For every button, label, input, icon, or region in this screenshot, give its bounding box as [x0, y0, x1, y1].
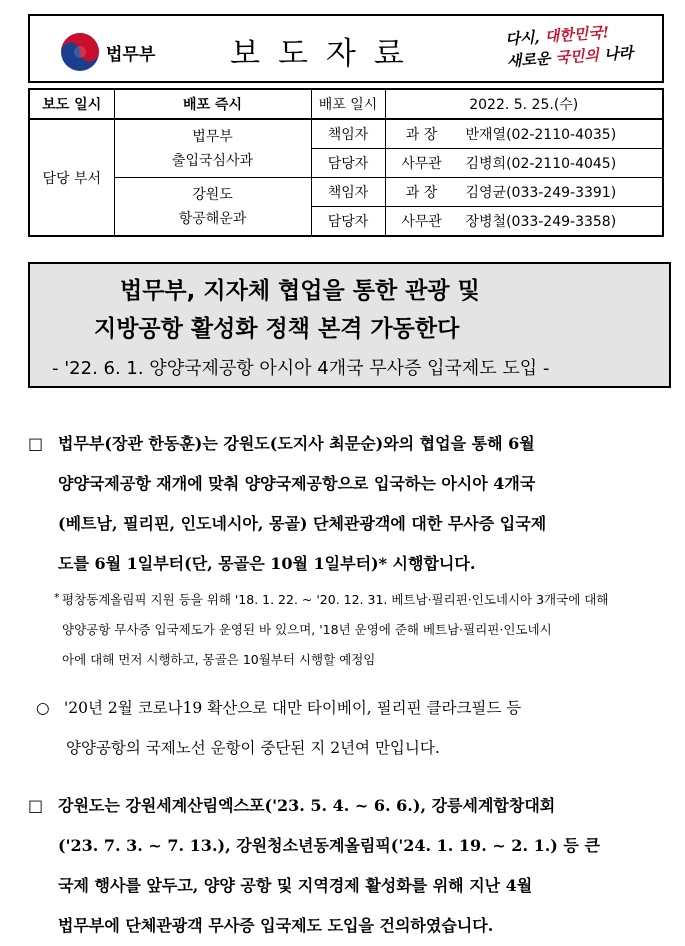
press-release-header [28, 14, 664, 83]
department-label: 담당 부서 [29, 119, 114, 236]
department-moj: 법무부 출입국심사과 [114, 119, 311, 178]
square-bullet-icon: □ [28, 796, 44, 815]
contact-info-table [28, 88, 664, 237]
department-gangwon: 강원도 항공해운과 [114, 178, 311, 237]
headline-subtitle: - '22. 6. 1. 양양국제공항 아시아 4개국 무사증 입국제도 도입 - [52, 358, 550, 379]
document-title: 보도자료 [230, 36, 422, 72]
body-paragraph-1 [28, 424, 676, 584]
ministry-logo [60, 32, 155, 72]
role-cell: 책임자 [311, 178, 385, 207]
distribution-value: 2022. 5. 25.(수) [385, 89, 663, 119]
distribution-label: 배포 일시 [311, 89, 385, 119]
role-cell: 담당자 [311, 149, 385, 178]
role-cell: 책임자 [311, 119, 385, 149]
contact-cell: 사무관 김병희(02-2110-4045) [385, 149, 663, 178]
footnote-marker: * [54, 591, 60, 604]
body-paragraph-2 [36, 688, 676, 768]
paragraph-text: 강원도는 강원세계산림엑스포('23. 5. 4. ~ 6. 6.), 강릉세계합창대회 [58, 796, 556, 815]
footnote-text: 양양공항 무사증 입국제도가 운영된 바 있으며, '18년 운영에 준해 베트남·필리핀·인도네시 [62, 622, 552, 637]
paragraph-text: 법무부(장관 한동훈)는 강원도(도지사 최문순)와의 협업을 통해 6월 [58, 434, 535, 453]
role-cell: 담당자 [311, 207, 385, 237]
government-slogan: 다시, 대한민국! 새로운 국민의 나라 [504, 23, 634, 71]
paragraph-text: ('23. 7. 3. ~ 7. 13.), 강원청소년동계올림픽('24. 1. 19. ~ 2. 1.) 등 큰 [58, 836, 600, 855]
circle-bullet-icon: ○ [36, 699, 50, 717]
headline-line-1: 법무부, 지자체 협업을 통한 관광 및 [120, 278, 480, 304]
paragraph-text: 법무부에 단체관광객 무사증 입국제도 도입을 건의하였습니다. [58, 916, 494, 935]
contact-cell: 과 장 김영균(033-249-3391) [385, 178, 663, 207]
paragraph-text: 국제 행사를 앞두고, 양양 공항 및 지역경제 활성화를 위해 지난 4월 [58, 876, 533, 895]
taegeuk-emblem-icon [60, 32, 100, 72]
paragraph-text: '20년 2월 코로나19 확산으로 대만 타이베이, 필리핀 클라크필드 등 [64, 699, 522, 717]
headline-line-2: 지방공항 활성화 정책 본격 가동한다 [94, 316, 460, 342]
paragraph-text: 도를 6월 1일부터(단, 몽골은 10월 1일부터)* 시행합니다. [58, 554, 476, 573]
contact-cell: 과 장 반재열(02-2110-4035) [385, 119, 663, 149]
body-paragraph-3 [28, 786, 676, 946]
footnote [54, 585, 674, 675]
paragraph-text: 양양공항의 국제노선 운항이 중단된 지 2년여 만입니다. [66, 739, 440, 757]
release-label: 보도 일시 [29, 89, 114, 119]
footnote-text: 평창동계올림픽 지원 등을 위해 '18. 1. 22. ~ '20. 12. 31. 베트남·필리핀·인도네시아 3개국에 대해 [62, 592, 609, 607]
contact-cell: 사무관 장병철(033-249-3358) [385, 207, 663, 237]
square-bullet-icon: □ [28, 434, 44, 453]
headline-box [28, 262, 671, 388]
ministry-name: 법무부 [106, 44, 156, 65]
paragraph-text: 양양국제공항 재개에 맞춰 양양국제공항으로 입국하는 아시아 4개국 [58, 474, 536, 493]
release-value: 배포 즉시 [114, 89, 311, 119]
paragraph-text: (베트남, 필리핀, 인도네시아, 몽골) 단체관광객에 대한 무사증 입국제 [58, 514, 547, 533]
footnote-text: 아에 대해 먼저 시행하고, 몽골은 10월부터 시행할 예정임 [62, 652, 376, 667]
